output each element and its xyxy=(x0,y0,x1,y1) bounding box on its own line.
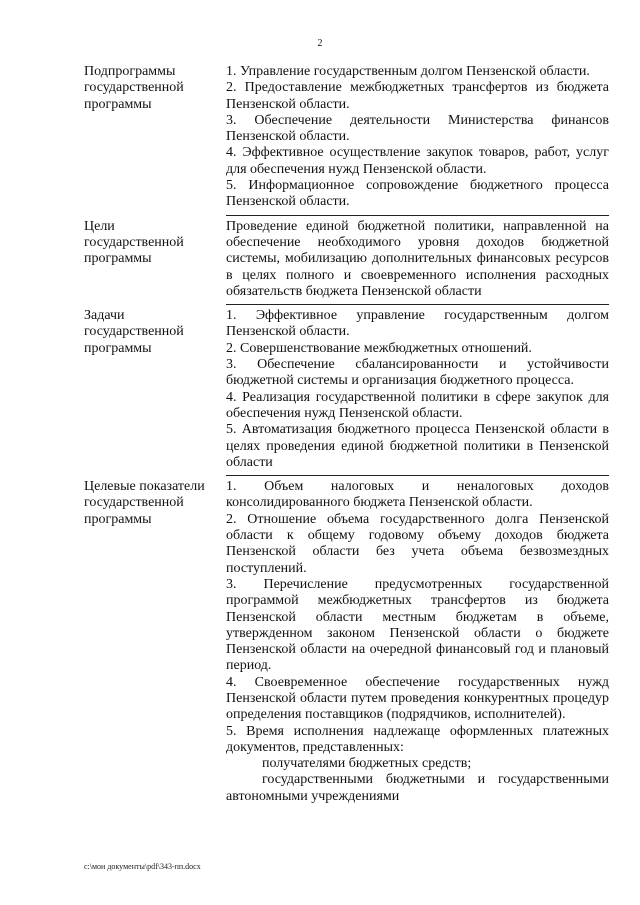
list-item: 3. Перечисление предусмотренных государственной программой межбюджетных трансфертов из бюджета Пензенской области местным бюджетам в объеме, утвержденном законом Пензенской области о бюджете Пензенской области на очередной финансовый год и плановый период. xyxy=(226,576,609,674)
section-content xyxy=(226,64,609,211)
list-item: 1. Эффективное управление государственным долгом Пензенской области. xyxy=(226,308,609,340)
list-item: 2. Предоставление межбюджетных трансфертов из бюджета Пензенской области. xyxy=(226,80,609,112)
list-item: 5. Время исполнения надлежаще оформленных платежных документов, представленных: xyxy=(226,723,609,755)
section-label: Цели государственной программы xyxy=(84,218,184,267)
list-item: 5. Информационное сопровождение бюджетного процесса Пензенской области. xyxy=(226,178,609,210)
section-target-indicators xyxy=(84,479,609,805)
list-item: получателями бюджетных средств; xyxy=(262,756,472,772)
list-item: 5. Автоматизация бюджетного процесса Пензенской области в целях проведения единой бюджетной политики в Пензенской области xyxy=(226,422,609,470)
section-content xyxy=(226,219,609,300)
list-item: государственными бюджетными и государственными автономными учреждениями xyxy=(226,772,609,804)
section-subprograms xyxy=(84,64,609,211)
list-item: 1. Объем налоговых и неналоговых доходов консолидированного бюджета Пензенской области. xyxy=(226,479,609,511)
list-item: 4. Своевременное обеспечение государственных нужд Пензенской области путем проведения конкурентных процедур определения поставщиков (подрядчиков, исполнителей). xyxy=(226,674,609,723)
list-item: Проведение единой бюджетной политики, направленной на обеспечение необходимого уровня доходов бюджетной системы, мобилизацию дополнительных финансовых ресурсов в целях полного и своевременного исполнения расходных обязательств бюджета Пензенской области xyxy=(226,218,609,299)
list-item: 4. Реализация государственной политики в сфере закупок для обеспечения нужд Пензенской области. xyxy=(226,389,609,421)
list-item: 2. Отношение объема государственного долга Пензенской области к общему годовому объему доходов бюджета Пензенской области без учета объема безвозмездных поступлений. xyxy=(226,511,609,576)
file-path-footer: c:\мои документы\pdf\343-пп.docx xyxy=(84,862,201,871)
list-item: 4. Эффективное осуществление закупок товаров, работ, услуг для обеспечения нужд Пензенской области. xyxy=(226,145,609,177)
list-item: 1. Управление государственным долгом Пензенской области. xyxy=(226,64,590,79)
section-label: Задачи государственной программы xyxy=(84,308,184,356)
section-label: Подпрограммы государственной программы xyxy=(84,64,184,112)
program-passport-table xyxy=(84,64,609,813)
section-content xyxy=(226,308,609,471)
section-tasks xyxy=(84,308,609,471)
list-item: 2. Совершенствование межбюджетных отношений. xyxy=(226,340,532,356)
section-content xyxy=(226,479,609,805)
page-number: 2 xyxy=(317,38,323,49)
section-goals xyxy=(84,219,609,300)
section-label: Целевые показатели государственной программы xyxy=(84,479,205,527)
list-item: 3. Обеспечение деятельности Министерства финансов Пензенской области. xyxy=(226,112,609,145)
list-item: 3. Обеспечение сбалансированности и устойчивости бюджетной системы и организация бюджетного процесса. xyxy=(226,357,609,389)
